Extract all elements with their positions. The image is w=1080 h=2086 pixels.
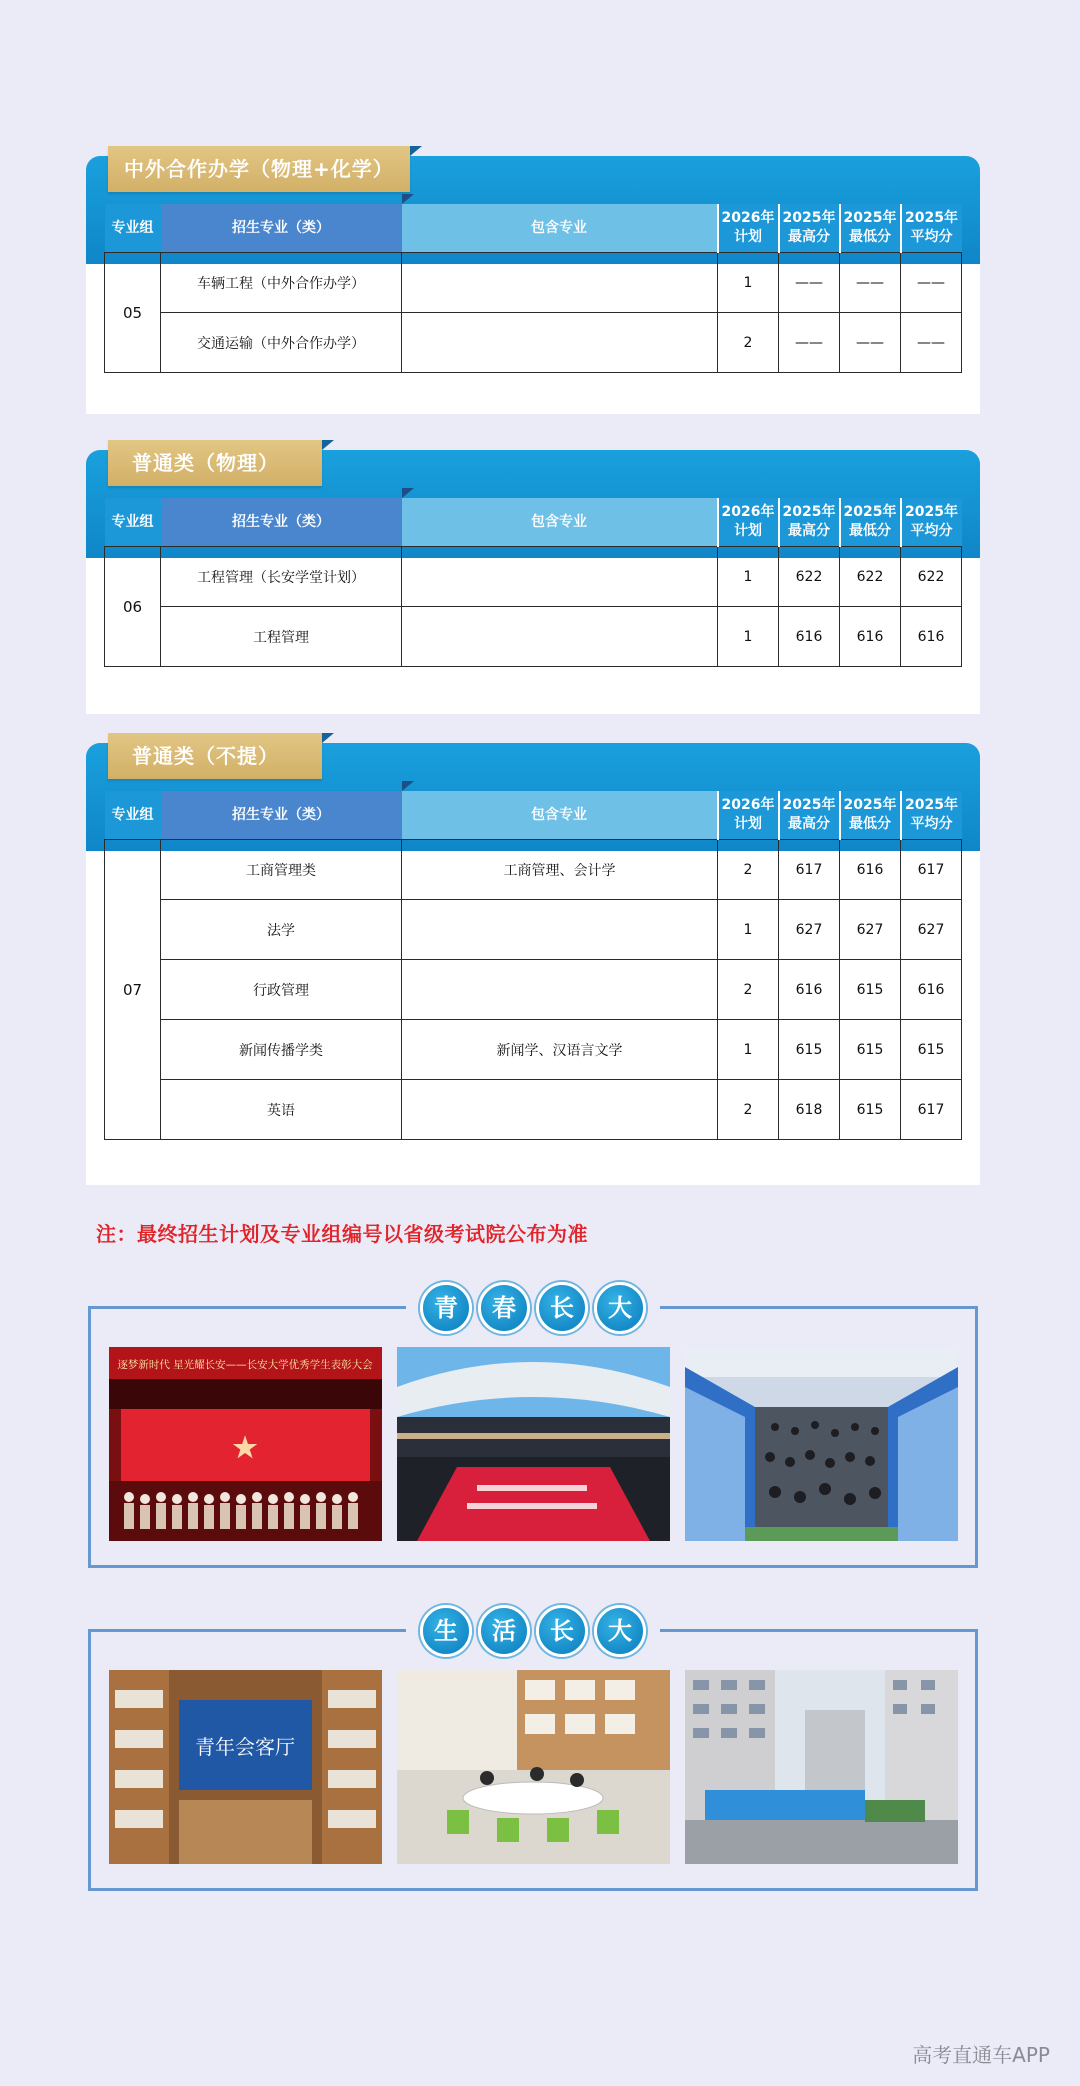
gallery-life bbox=[88, 1617, 978, 1891]
section-general bbox=[86, 733, 980, 1185]
min-cell: —— bbox=[840, 313, 901, 373]
admission-note: 注：最终招生计划及专业组编号以省级考试院公布为准 bbox=[96, 1222, 588, 1246]
major-cell: 工商管理类 bbox=[161, 840, 402, 900]
major-cell: 工程管理（长安学堂计划） bbox=[161, 547, 402, 607]
photo-campus-dorm bbox=[685, 1670, 958, 1864]
header-group: 专业组 bbox=[105, 498, 161, 547]
major-cell: 交通运输（中外合作办学） bbox=[161, 313, 402, 373]
header-max: 2025年 最高分 bbox=[779, 498, 840, 547]
header-avg: 2025年 平均分 bbox=[901, 791, 962, 840]
watermark: 高考直通车APP bbox=[912, 2043, 1050, 2067]
max-cell: —— bbox=[779, 253, 840, 313]
gallery-title-badges bbox=[406, 1282, 660, 1334]
title-badge: 春 bbox=[478, 1282, 530, 1334]
header-includes: 包含专业 bbox=[402, 204, 718, 253]
avg-cell: 615 bbox=[901, 1020, 962, 1080]
header-group: 专业组 bbox=[105, 791, 161, 840]
section-title: 中外合作办学（物理+化学） bbox=[108, 146, 410, 192]
table-row bbox=[105, 607, 962, 667]
header-plan: 2026年 计划 bbox=[718, 204, 779, 253]
plan-cell: 2 bbox=[718, 1080, 779, 1140]
photo-youth-lounge bbox=[109, 1670, 382, 1864]
min-cell: 615 bbox=[840, 960, 901, 1020]
title-badge: 活 bbox=[478, 1605, 530, 1657]
group-code: 06 bbox=[105, 547, 161, 667]
max-cell: —— bbox=[779, 313, 840, 373]
major-cell: 车辆工程（中外合作办学） bbox=[161, 253, 402, 313]
title-badge: 大 bbox=[594, 1605, 646, 1657]
admission-table bbox=[104, 498, 962, 667]
photo-award-ceremony bbox=[109, 1347, 382, 1541]
max-cell: 618 bbox=[779, 1080, 840, 1140]
banner-text: 逐梦新时代 星光耀长安——长安大学优秀学生表彰大会 bbox=[117, 1359, 373, 1371]
avg-cell: 617 bbox=[901, 1080, 962, 1140]
title-badge: 长 bbox=[536, 1282, 588, 1334]
min-cell: 616 bbox=[840, 840, 901, 900]
major-cell: 法学 bbox=[161, 900, 402, 960]
avg-cell: 622 bbox=[901, 547, 962, 607]
gallery-title-badges bbox=[406, 1605, 660, 1657]
header-plan: 2026年 计划 bbox=[718, 498, 779, 547]
sign-text: 青年会客厅 bbox=[195, 1735, 295, 1759]
plan-cell: 1 bbox=[718, 547, 779, 607]
table-row bbox=[105, 313, 962, 373]
min-cell: 615 bbox=[840, 1080, 901, 1140]
photo-job-fair bbox=[685, 1347, 958, 1541]
includes-cell bbox=[402, 547, 718, 607]
header-includes: 包含专业 bbox=[402, 791, 718, 840]
includes-cell bbox=[402, 313, 718, 373]
photo-study-room bbox=[397, 1670, 670, 1864]
table-row bbox=[105, 900, 962, 960]
plan-cell: 2 bbox=[718, 960, 779, 1020]
group-code: 07 bbox=[105, 840, 161, 1140]
min-cell: 622 bbox=[840, 547, 901, 607]
table-row bbox=[105, 1020, 962, 1080]
max-cell: 616 bbox=[779, 607, 840, 667]
title-badge: 青 bbox=[420, 1282, 472, 1334]
table-row bbox=[105, 253, 962, 313]
max-cell: 616 bbox=[779, 960, 840, 1020]
header-group: 专业组 bbox=[105, 204, 161, 253]
title-badge: 大 bbox=[594, 1282, 646, 1334]
photo-stadium-graduation bbox=[397, 1347, 670, 1541]
plan-cell: 1 bbox=[718, 253, 779, 313]
table-row bbox=[105, 547, 962, 607]
avg-cell: 617 bbox=[901, 840, 962, 900]
header-max: 2025年 最高分 bbox=[779, 791, 840, 840]
max-cell: 615 bbox=[779, 1020, 840, 1080]
min-cell: —— bbox=[840, 253, 901, 313]
plan-cell: 1 bbox=[718, 1020, 779, 1080]
admission-table bbox=[104, 791, 962, 1140]
header-plan: 2026年 计划 bbox=[718, 791, 779, 840]
major-cell: 行政管理 bbox=[161, 960, 402, 1020]
header-min: 2025年 最低分 bbox=[840, 498, 901, 547]
plan-cell: 2 bbox=[718, 313, 779, 373]
plan-cell: 2 bbox=[718, 840, 779, 900]
min-cell: 627 bbox=[840, 900, 901, 960]
min-cell: 615 bbox=[840, 1020, 901, 1080]
table-header-row bbox=[105, 498, 962, 547]
header-major: 招生专业（类） bbox=[161, 498, 402, 547]
max-cell: 627 bbox=[779, 900, 840, 960]
svg-text:★: ★ bbox=[232, 1431, 258, 1464]
section-physics bbox=[86, 440, 980, 714]
header-includes: 包含专业 bbox=[402, 498, 718, 547]
section-sino-foreign bbox=[86, 146, 980, 414]
table-row bbox=[105, 960, 962, 1020]
avg-cell: —— bbox=[901, 253, 962, 313]
table-row bbox=[105, 1080, 962, 1140]
table-header-row bbox=[105, 204, 962, 253]
avg-cell: —— bbox=[901, 313, 962, 373]
max-cell: 622 bbox=[779, 547, 840, 607]
table-row bbox=[105, 840, 962, 900]
title-badge: 长 bbox=[536, 1605, 588, 1657]
avg-cell: 627 bbox=[901, 900, 962, 960]
major-cell: 英语 bbox=[161, 1080, 402, 1140]
header-major: 招生专业（类） bbox=[161, 204, 402, 253]
section-title: 普通类（物理） bbox=[108, 440, 322, 486]
major-cell: 新闻传播学类 bbox=[161, 1020, 402, 1080]
includes-cell bbox=[402, 1080, 718, 1140]
includes-cell: 工商管理、会计学 bbox=[402, 840, 718, 900]
group-code: 05 bbox=[105, 253, 161, 373]
includes-cell bbox=[402, 900, 718, 960]
avg-cell: 616 bbox=[901, 607, 962, 667]
avg-cell: 616 bbox=[901, 960, 962, 1020]
includes-cell bbox=[402, 960, 718, 1020]
includes-cell bbox=[402, 253, 718, 313]
includes-cell: 新闻学、汉语言文学 bbox=[402, 1020, 718, 1080]
min-cell: 616 bbox=[840, 607, 901, 667]
header-major: 招生专业（类） bbox=[161, 791, 402, 840]
header-min: 2025年 最低分 bbox=[840, 204, 901, 253]
title-badge: 生 bbox=[420, 1605, 472, 1657]
max-cell: 617 bbox=[779, 840, 840, 900]
header-min: 2025年 最低分 bbox=[840, 791, 901, 840]
header-avg: 2025年 平均分 bbox=[901, 204, 962, 253]
header-avg: 2025年 平均分 bbox=[901, 498, 962, 547]
plan-cell: 1 bbox=[718, 607, 779, 667]
header-max: 2025年 最高分 bbox=[779, 204, 840, 253]
table-header-row bbox=[105, 791, 962, 840]
plan-cell: 1 bbox=[718, 900, 779, 960]
section-title: 普通类（不提） bbox=[108, 733, 322, 779]
major-cell: 工程管理 bbox=[161, 607, 402, 667]
includes-cell bbox=[402, 607, 718, 667]
admission-table bbox=[104, 204, 962, 373]
gallery-youth bbox=[88, 1294, 978, 1568]
